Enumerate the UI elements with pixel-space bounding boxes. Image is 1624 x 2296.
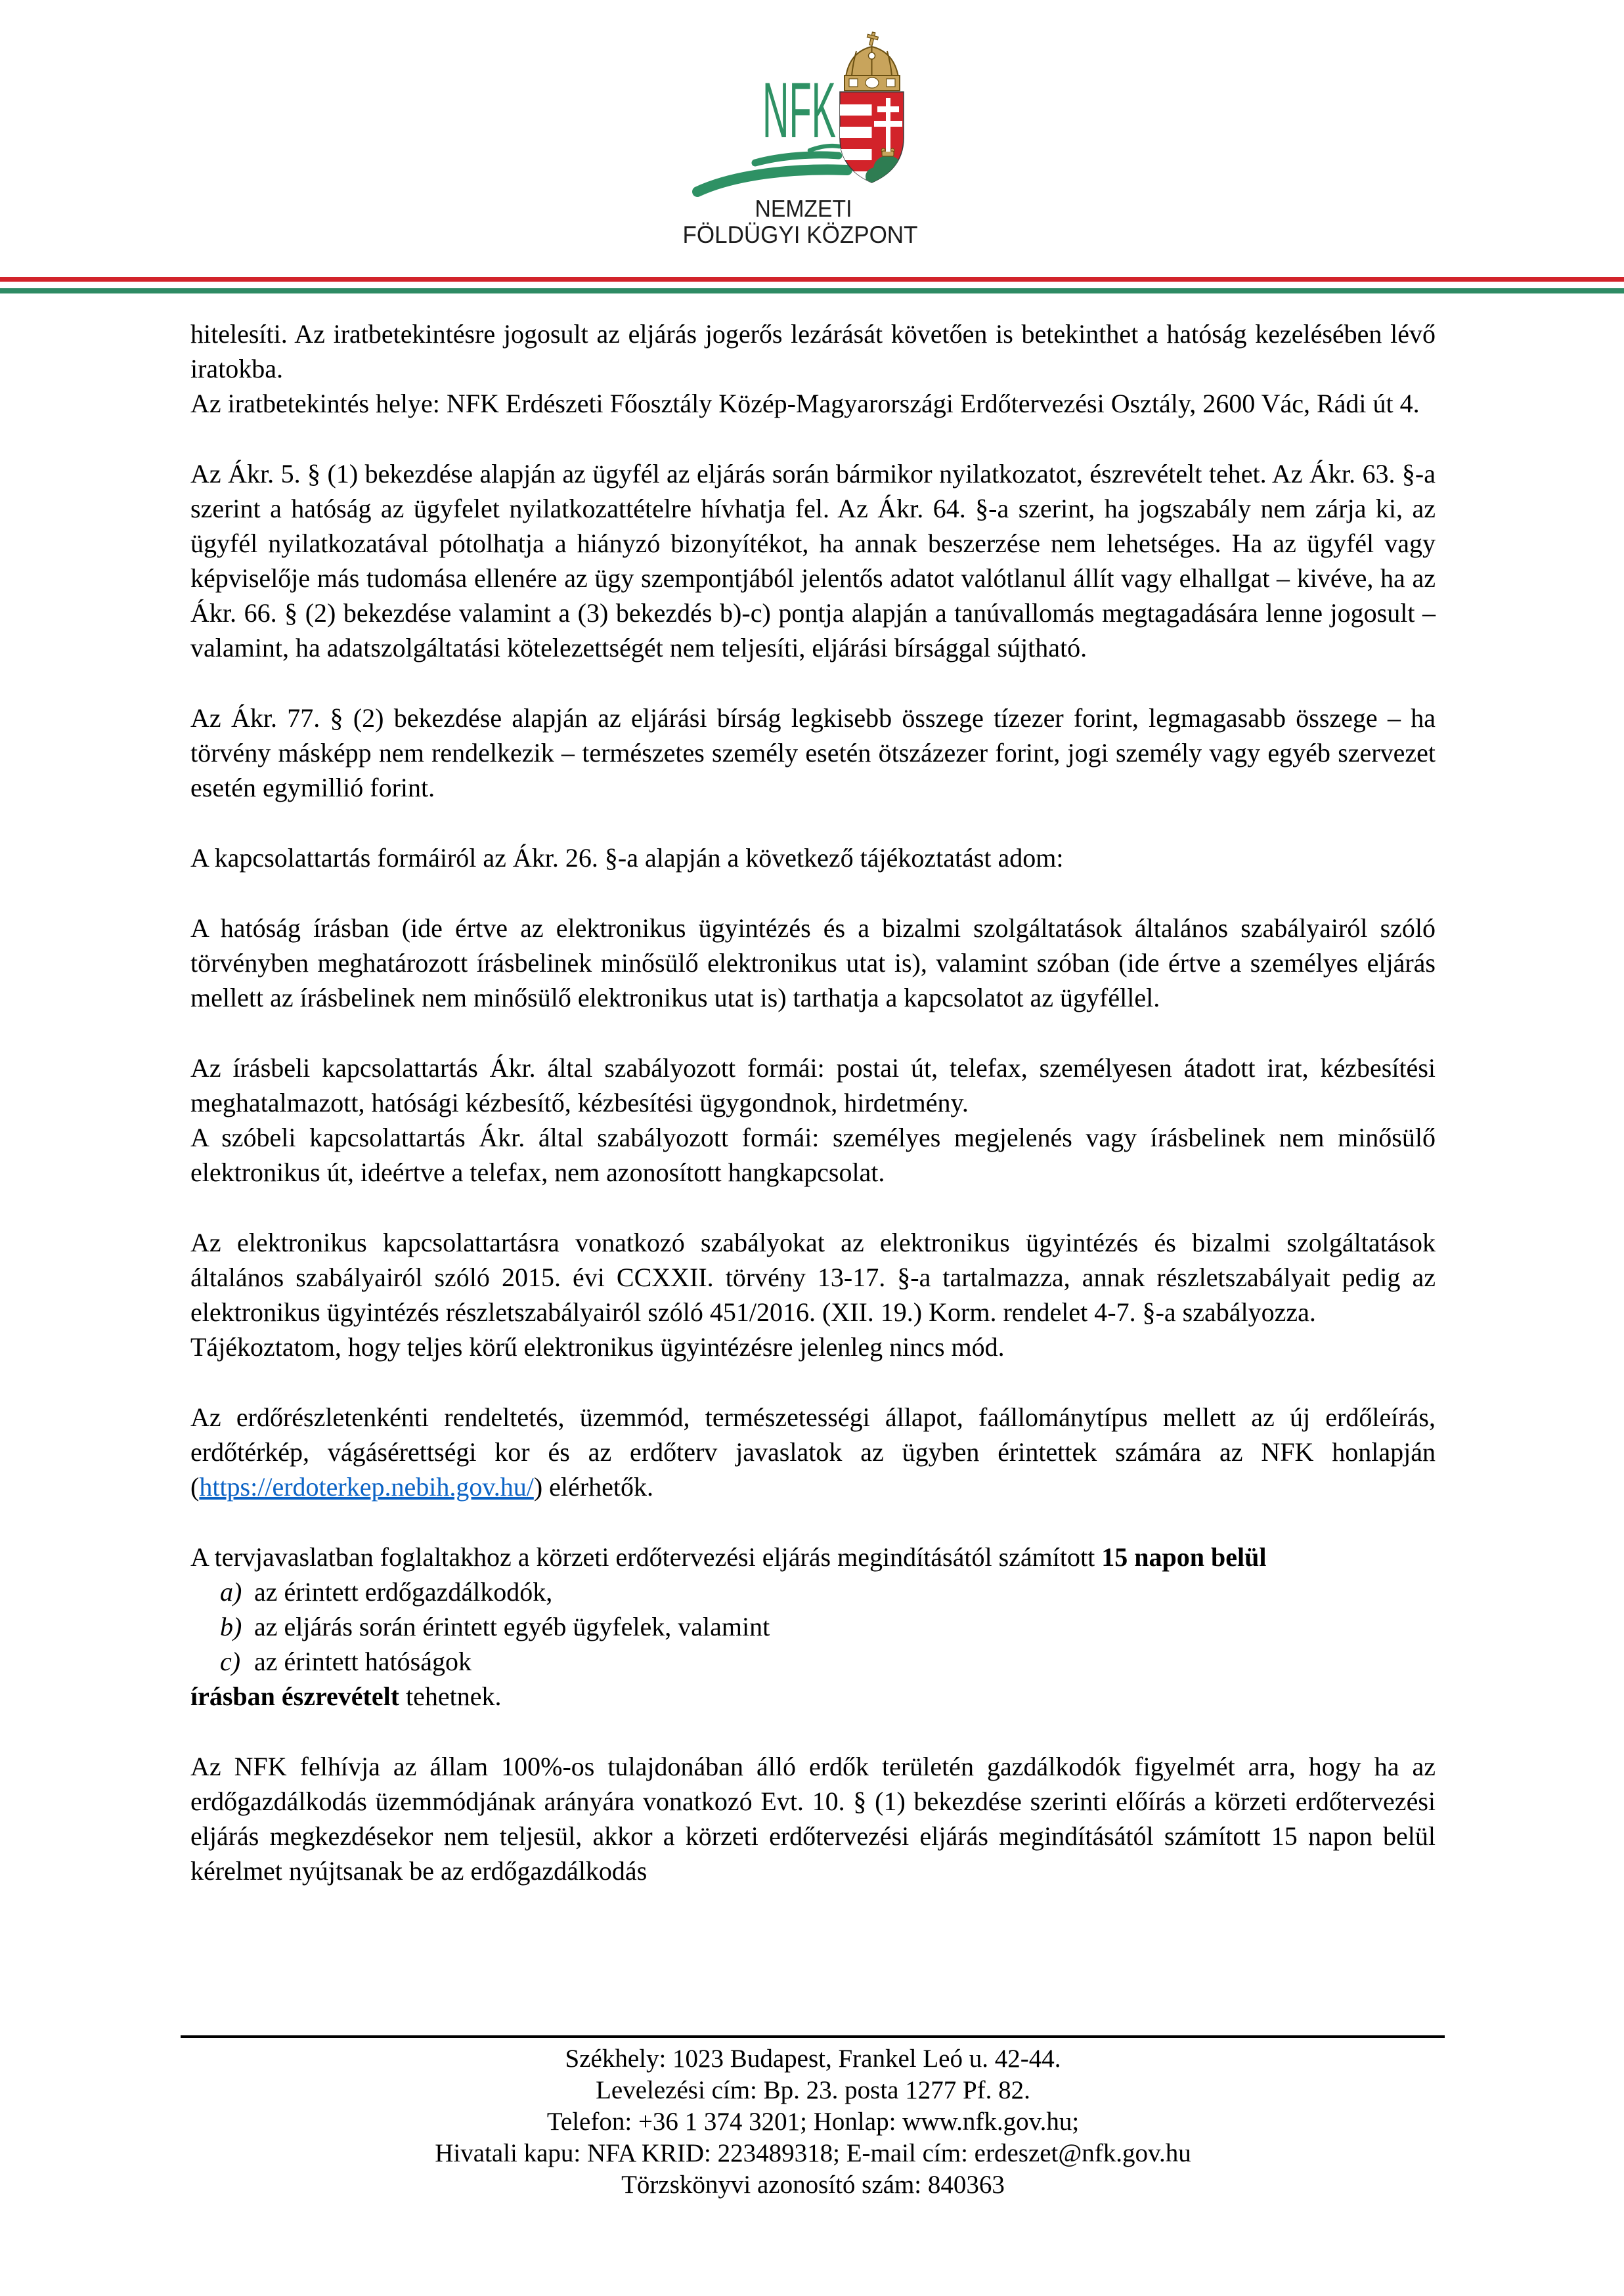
list-item — [190, 1609, 1436, 1644]
paragraph-tervjavaslat — [190, 1540, 1436, 1714]
logo-caption-line2: FÖLDÜGYI KÖZPONT — [682, 221, 918, 246]
list-item — [190, 1644, 1436, 1679]
paragraph-elektronikus-text: Az elektronikus kapcsolattartásra vonatkozó szabályokat az elektronikus ügyintézés és bizalmi szolgáltatások általános szabályairól szóló 2015. évi CCXXII. törvény 13-17. §-a tartalmazza, annak részletszabályait pedig az elektronikus ügyintézés részletszabályairól szóló 451/2016. (XII. 19.) Korm. rendelet 4-7. §-a szabályozza. — [190, 1228, 1436, 1327]
paragraph-akr77-text: Az Ákr. 77. § (2) bekezdése alapján az eljárási bírság legkisebb összege tízezer forint, legmagasabb összege – ha törvény másképp nem rendelkezik – természetes személy esetén ötszázezer forint, jogi személy vagy egyéb szervezet esetén egymillió forint. — [190, 703, 1436, 802]
erdoreszlet-text-after-link: ) elérhetők. — [533, 1472, 653, 1502]
paragraph-kapcsolattartas-formai — [190, 1051, 1436, 1190]
list-item-c-text: az érintett hatóságok — [254, 1647, 472, 1676]
tervjavaslat-deadline-bold: 15 napon belül — [1101, 1542, 1267, 1572]
list-marker-b: b) — [220, 1612, 242, 1641]
logo-caption-line1: NEMZETI — [755, 195, 852, 222]
paragraph-hatosag-irasban-text: A hatóság írásban (ide értve az elektronikus ügyintézés és a bizalmi szolgáltatások általános szabályairól szóló törvényben meghatározott írásbelinek minősülő elektronikus utat is), valamint szóban (ide értve a személyes eljárás mellett az írásbelinek nem minősülő elektronikus utat is) tarthatja a kapcsolatot az ügyféllel. — [190, 913, 1436, 1012]
footer-krid-email: Hivatali kapu: NFA KRID: 223489318; E-mail cím: erdeszet@nfk.gov.hu — [435, 2139, 1191, 2167]
hungarian-coat-of-arms-icon — [840, 31, 910, 186]
closing-bold-text: írásban észrevételt — [190, 1681, 400, 1711]
tervjavaslat-closing-line — [190, 1679, 1436, 1714]
paragraph-erdoreszlet — [190, 1400, 1436, 1504]
paragraph-iratbetekintes — [190, 316, 1436, 421]
paragraph-elektronikus — [190, 1225, 1436, 1364]
paragraph-szobeli-formak: A szóbeli kapcsolattartás Ákr. által szabályozott formái: személyes megjelenés vagy írásbelinek nem minősülő elektronikus út, ideértve a telefax, nem azonosított hangkapcsolat. — [190, 1123, 1436, 1187]
nfk-acronym: NFK — [762, 66, 836, 154]
footer-divider-line — [181, 2035, 1445, 2038]
closing-rest-text: tehetnek. — [399, 1681, 502, 1711]
list-item-a-text: az érintett erdőgazdálkodók, — [254, 1577, 553, 1607]
paragraph-tajekoztatom: Tájékoztatom, hogy teljes körű elektronikus ügyintézésre jelenleg nincs mód. — [190, 1332, 1005, 1362]
letter-body — [190, 316, 1436, 1924]
nfk-logo — [657, 30, 946, 246]
paragraph-iratbetekintes-1: hitelesíti. Az iratbetekintésre jogosult az eljárás jogerős lezárását követően is betekinthet a hatóság kezelésében lévő iratokba. — [190, 319, 1436, 383]
paragraph-nfk-felhivja — [190, 1749, 1436, 1888]
paragraph-kapcsolattartas-intro — [190, 840, 1436, 875]
paragraph-kapcsolattartas-intro-text: A kapcsolattartás formáiról az Ákr. 26. §-a alapján a következő tájékoztatást adom: — [190, 843, 1064, 873]
tervjavaslat-intro-text: A tervjavaslatban foglaltakhoz a körzeti erdőtervezési eljárás megindításától számított — [190, 1542, 1102, 1572]
footer — [190, 2043, 1436, 2201]
erdoterkep-link[interactable]: https://erdoterkep.nebih.gov.hu/ — [199, 1472, 534, 1502]
paragraph-akr5-text: Az Ákr. 5. § (1) bekezdése alapján az ügyfél az eljárás során bármikor nyilatkozatot, észrevételt tehet. Az Ákr. 63. §-a szerint a hatóság az ügyfelet nyilatkozattételre hívhatja fel. Az Ákr. 64. §-a szerint, ha jogszabály nem zárja ki, az ügyfél nyilatkozatával pótolhatja a hiányzó bizonyítékot, ha annak beszerzése nem lehetséges. Ha az ügyfél vagy képviselője más tudomása ellenére az ügy szempontjából jelentős adatot valótlanul állít vagy elhallgat – kivéve, ha az Ákr. 66. § (2) bekezdése valamint a (3) bekezdés b)-c) pontja alapján a tanúvallomás megtagadására lenne jogosult – valamint, ha adatszolgáltatási kötelezettségét nem teljesíti, eljárási bírsággal sújtható. — [190, 459, 1436, 662]
paragraph-akr5 — [190, 456, 1436, 665]
paragraph-hatosag-irasban — [190, 911, 1436, 1015]
divider-green-bar — [0, 288, 1624, 293]
erdoreszlet-text-before-link: Az erdőrészletenkénti rendeltetés, üzemmód, természetességi állapot, faállománytípus mellett az új erdőleírás, erdőtérkép, vágásérettségi kor és az erdőterv javaslatok az ügyben érintettek számára az NFK honlapján ( — [190, 1402, 1436, 1502]
paragraph-irasbeli-formak: Az írásbeli kapcsolattartás Ákr. által szabályozott formái: postai út, telefax, személyesen átadott irat, kézbesítési meghatalmazott, hatósági kézbesítő, kézbesítési ügygondnok, hirdetmény. — [190, 1053, 1436, 1117]
holy-crown-icon — [845, 31, 900, 91]
list-item — [190, 1574, 1436, 1609]
footer-registry-number: Törzskönyvi azonosító szám: 840363 — [621, 2171, 1005, 2199]
footer-address: Székhely: 1023 Budapest, Frankel Leó u. 42-44. — [565, 2045, 1061, 2073]
paragraph-iratbetekintes-2: Az iratbetekintés helye: NFK Erdészeti Főosztály Közép-Magyarországi Erdőtervezési Osztály, 2600 Vác, Rádi út 4. — [190, 389, 1420, 418]
tervjavaslat-intro-line — [190, 1540, 1436, 1574]
paragraph-akr77 — [190, 701, 1436, 805]
list-marker-c: c) — [220, 1647, 241, 1676]
divider-red-bar — [0, 277, 1624, 282]
paragraph-erdoreszlet-text — [190, 1400, 1436, 1504]
footer-mailing-address: Levelezési cím: Bp. 23. posta 1277 Pf. 82. — [596, 2076, 1030, 2104]
footer-phone-website: Telefon: +36 1 374 3201; Honlap: www.nfk.gov.hu; — [546, 2108, 1080, 2136]
list-marker-a: a) — [220, 1577, 242, 1607]
list-item-b-text: az eljárás során érintett egyéb ügyfelek, valamint — [254, 1612, 770, 1641]
paragraph-nfk-felhivja-text: Az NFK felhívja az állam 100%-os tulajdonában álló erdők területén gazdálkodók figyelmét arra, hogy ha az erdőgazdálkodás üzemmódjának arányára vonatkozó Evt. 10. § (1) bekezdése szerinti előírás a körzeti erdőtervezési eljárás megkezdésekor nem teljesül, akkor a körzeti erdőtervezési eljárás megindításától számított 15 napon belül kérelmet nyújtsanak be az erdőgazdálkodás — [190, 1752, 1436, 1886]
